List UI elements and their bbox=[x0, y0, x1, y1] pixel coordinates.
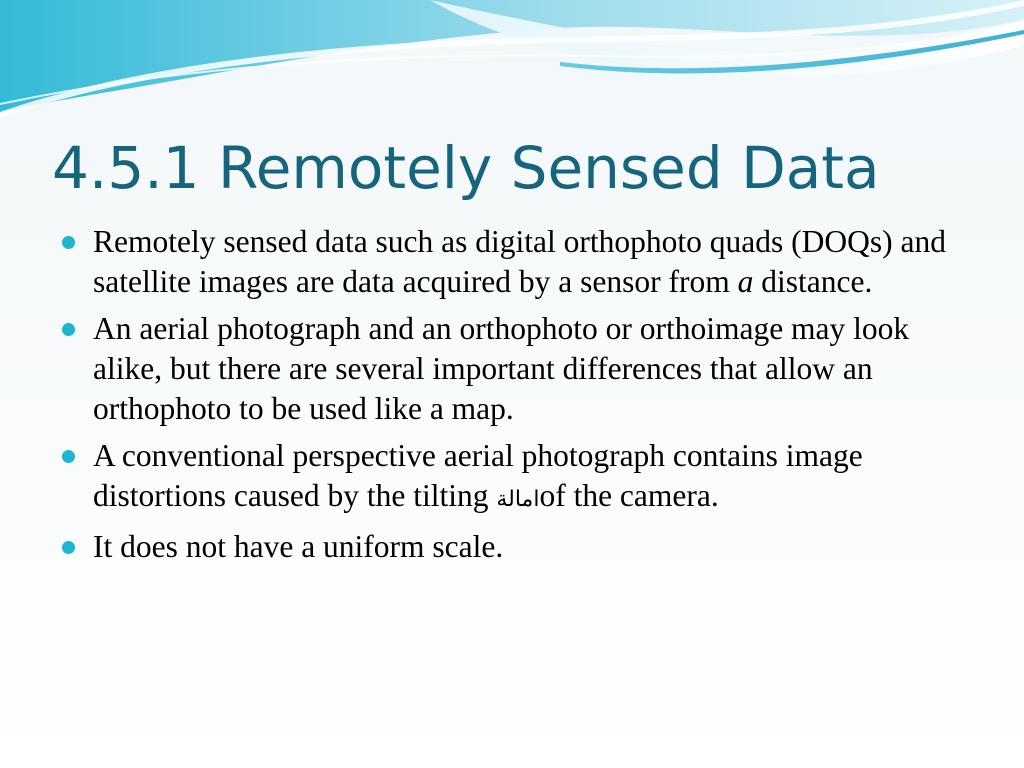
bullet-dot-icon bbox=[62, 323, 75, 336]
bullet-2-text: An aerial photograph and an orthophoto or orthoimage may look alike, but there are several important differences that allow an orthophoto to be used like a map. bbox=[93, 311, 910, 426]
slide-title: 4.5.1 Remotely Sensed Data bbox=[52, 134, 880, 202]
bullet-item-2 bbox=[62, 309, 982, 429]
bullet-1-text-after: distance. bbox=[753, 264, 873, 299]
bullet-dot-icon bbox=[62, 450, 75, 463]
bullet-1-text-before: Remotely sensed data such as digital orthophoto quads (DOQs) and satellite images are data acquired by a sensor from bbox=[93, 224, 946, 299]
bullet-item-4 bbox=[62, 527, 982, 567]
bullet-3-arabic-word: امالة bbox=[496, 487, 540, 512]
header-wave-decoration bbox=[0, 0, 1024, 130]
bullet-1-emphasis: a bbox=[737, 264, 754, 299]
bullet-3-text-before: A conventional perspective aerial photograph contains image distortions caused by the tilting bbox=[93, 438, 863, 513]
bullet-4-text: It does not have a uniform scale. bbox=[93, 529, 504, 564]
bullet-3-text-after: of the camera. bbox=[539, 478, 719, 513]
bullet-dot-icon bbox=[62, 541, 75, 554]
bullet-item-3 bbox=[62, 436, 982, 520]
bullet-dot-icon bbox=[62, 236, 75, 249]
bullet-list bbox=[62, 222, 982, 574]
bullet-item-1 bbox=[62, 222, 982, 302]
